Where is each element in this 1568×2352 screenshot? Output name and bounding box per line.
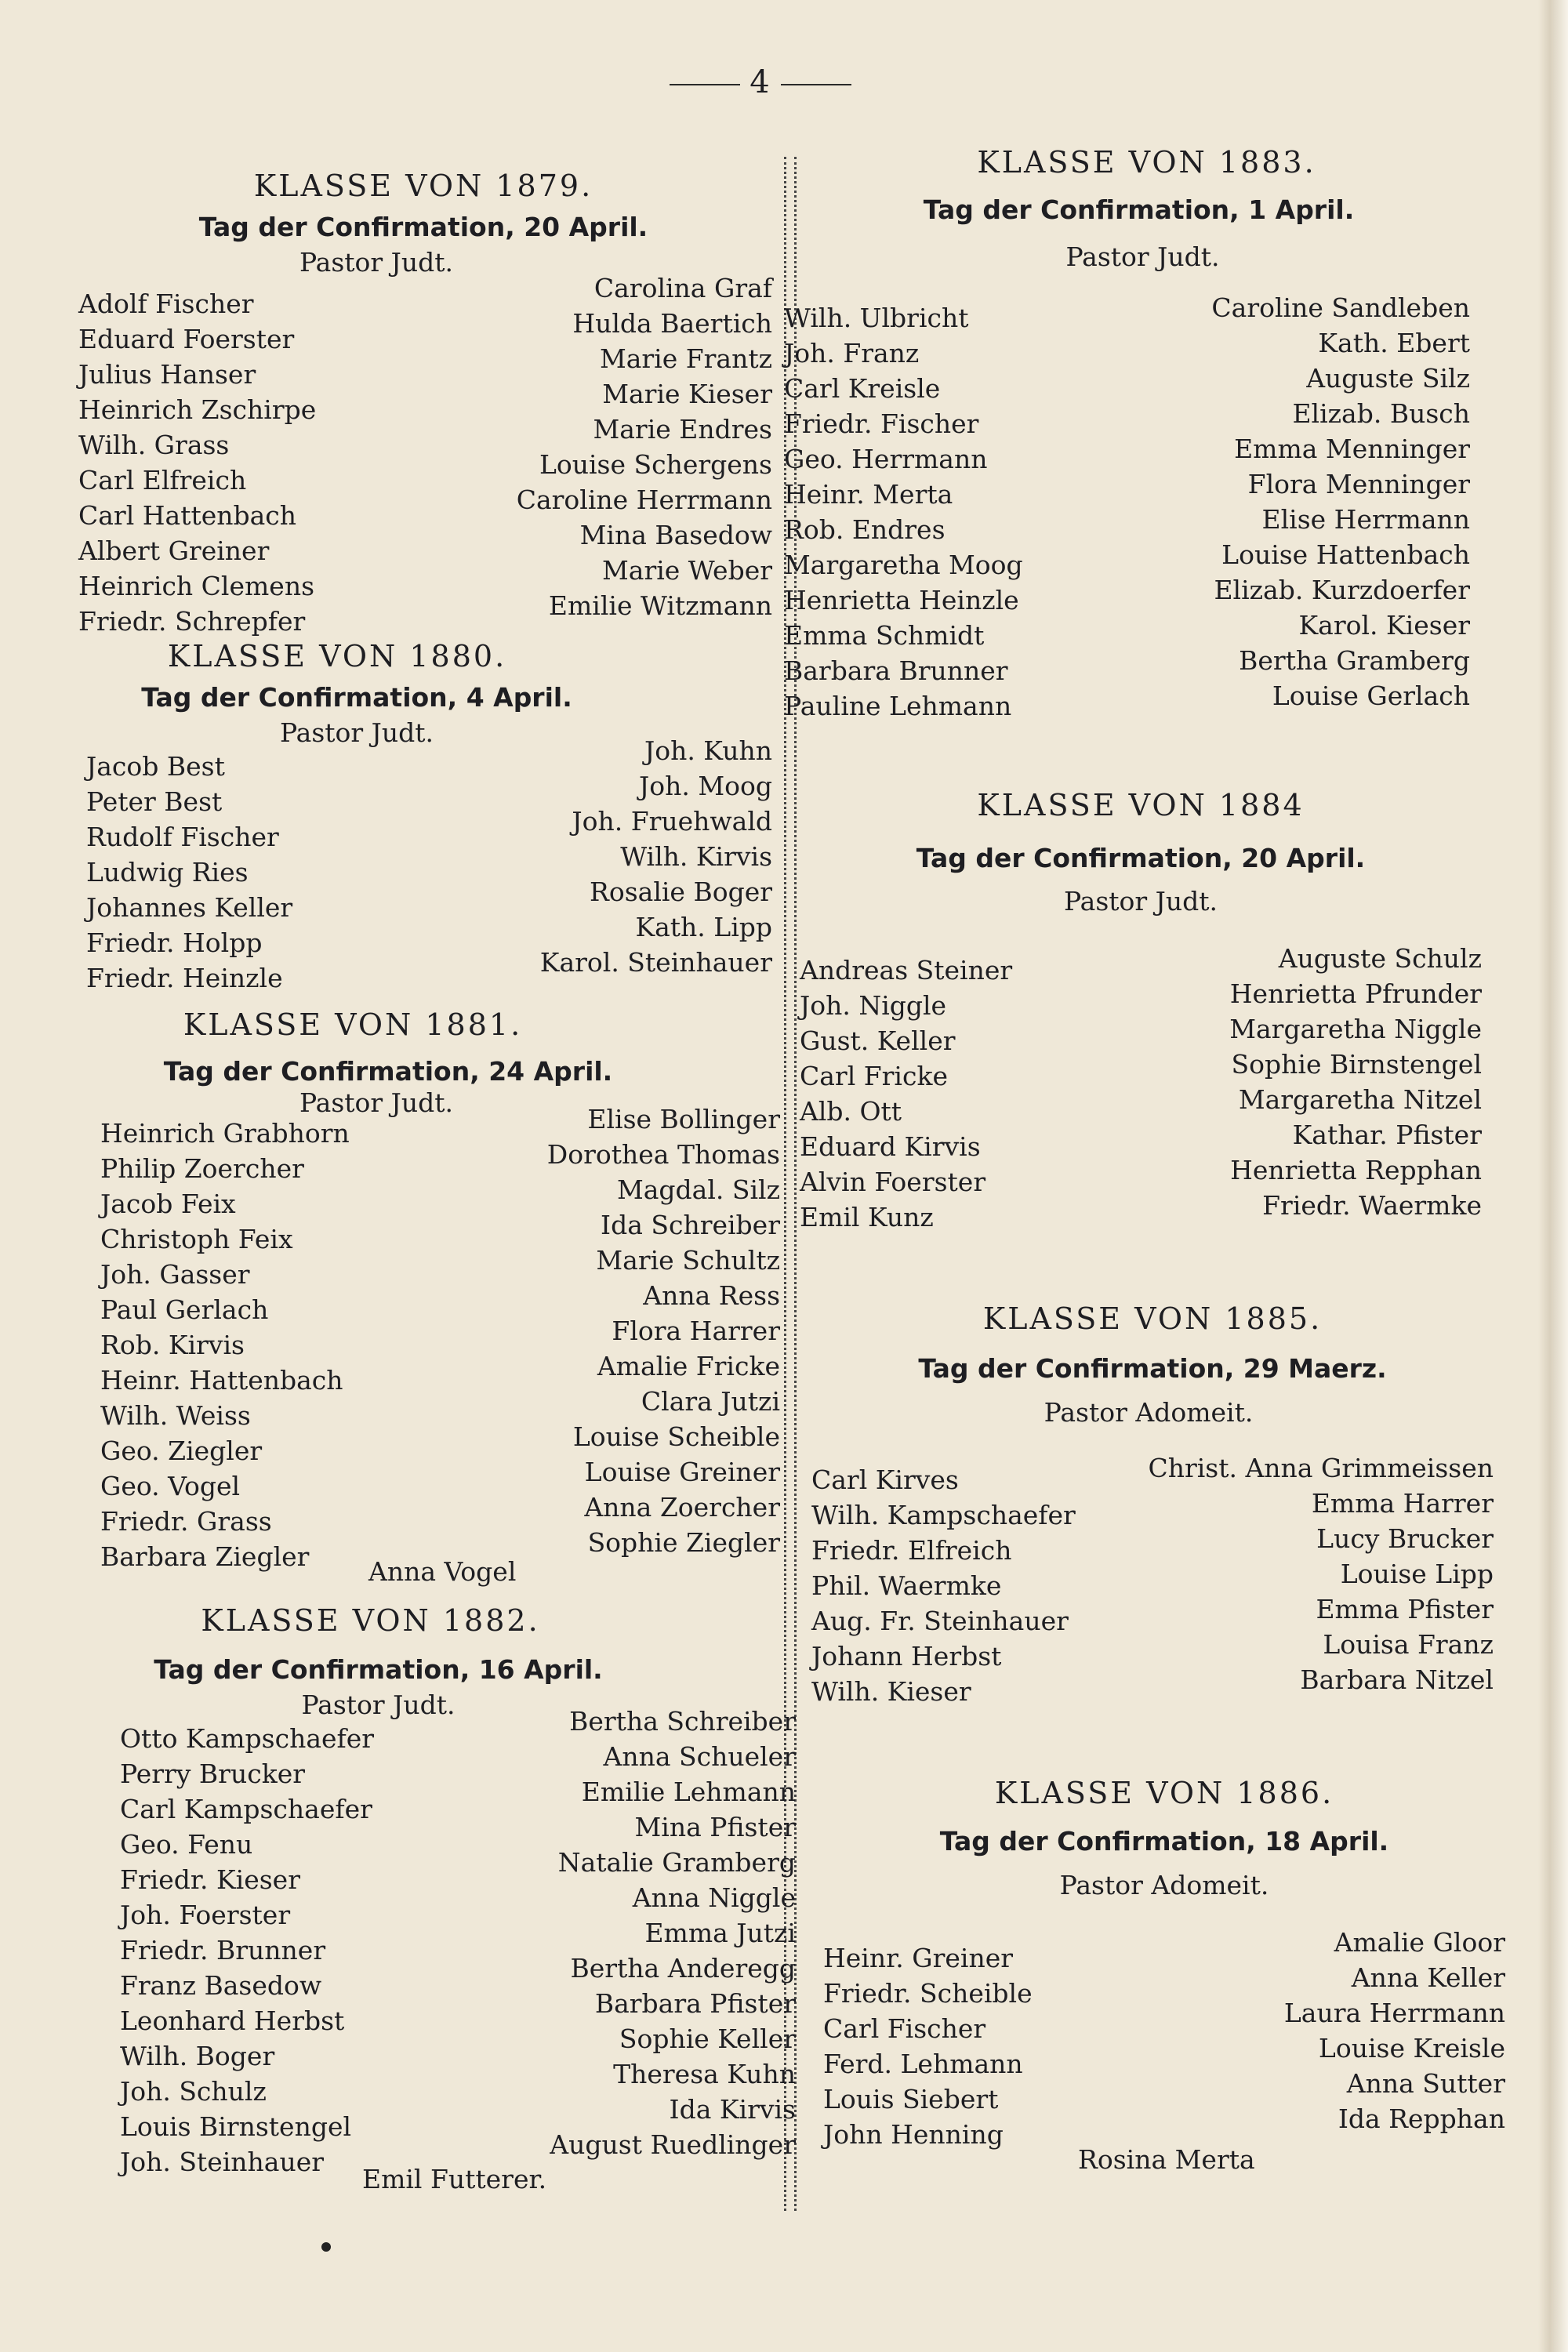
girls-list xyxy=(540,733,772,980)
list-item: Barbara Pfister xyxy=(594,1988,796,2019)
list-item: Karol. Kieser xyxy=(1298,610,1470,641)
list-item: Heinr. Merta xyxy=(784,479,953,510)
list-item: Friedr. Fischer xyxy=(784,408,979,439)
list-item: Anna Niggle xyxy=(632,1882,796,1913)
list-item: Elise Herrmann xyxy=(1261,504,1470,535)
list-item: Ferd. Lehmann xyxy=(823,2049,1023,2079)
list-item: Friedr. Kieser xyxy=(120,1864,300,1895)
list-item: Henrietta Repphan xyxy=(1230,1155,1482,1185)
pastor-name: Pastor Judt. xyxy=(1063,886,1218,916)
pastor-name: Pastor Judt. xyxy=(1065,241,1220,272)
list-item: Carl Hattenbach xyxy=(78,500,297,531)
list-item: Ludwig Ries xyxy=(86,857,249,887)
list-item: Marie Kieser xyxy=(602,379,772,409)
pastor-name: Pastor Adomeit. xyxy=(1059,1870,1269,1900)
list-item: Geo. Fenu xyxy=(120,1829,253,1860)
list-item: Kathar. Pfister xyxy=(1292,1120,1482,1150)
confirmation-date: Tag der Confirmation, 4 April. xyxy=(141,682,572,713)
boys-list xyxy=(823,1940,1033,2152)
list-item: Caroline Sandleben xyxy=(1211,292,1470,323)
pastor-name: Pastor Judt. xyxy=(301,1690,456,1720)
list-item: Rudolf Fischer xyxy=(86,822,279,852)
list-item: Andreas Steiner xyxy=(800,955,1013,985)
class-heading: KLASSE VON 1879. xyxy=(253,169,593,203)
list-item: Joh. Schulz xyxy=(120,2076,267,2107)
pastor-name: Pastor Adomeit. xyxy=(1044,1397,1254,1428)
list-item: John Henning xyxy=(823,2119,1004,2150)
list-item: Barbara Ziegler xyxy=(100,1541,310,1572)
list-item: Ida Kirvis xyxy=(669,2094,796,2125)
list-item: Johann Herbst xyxy=(811,1641,1002,1671)
list-item: Louise Greiner xyxy=(584,1457,780,1487)
list-item: August Ruedlinger xyxy=(550,2129,796,2160)
class-1881-section xyxy=(98,1007,780,1603)
list-item: Eduard Foerster xyxy=(78,324,295,354)
list-item: Flora Menninger xyxy=(1247,469,1470,499)
list-item: Heinrich Grabhorn xyxy=(100,1118,350,1149)
class-1886-section xyxy=(823,1776,1505,2199)
confirmation-date: Tag der Confirmation, 18 April. xyxy=(939,1826,1389,1857)
list-item: Christoph Feix xyxy=(100,1224,293,1254)
confirmation-date: Tag der Confirmation, 29 Maerz. xyxy=(918,1353,1387,1384)
boys-list xyxy=(86,749,292,996)
list-item: Alvin Foerster xyxy=(800,1167,986,1197)
extra-name: Anna Vogel xyxy=(368,1556,517,1587)
list-item: Laura Herrmann xyxy=(1283,1998,1505,2028)
list-item: Emma Schmidt xyxy=(784,620,985,651)
list-item: Emma Menninger xyxy=(1234,434,1470,464)
list-item: Emma Jutzi xyxy=(644,1918,796,1948)
list-item: Heinrich Zschirpe xyxy=(78,394,317,425)
list-item: Lucy Brucker xyxy=(1316,1523,1494,1554)
list-item: Louise Hattenbach xyxy=(1221,539,1470,570)
list-item: Caroline Herrmann xyxy=(516,485,772,515)
list-item: Anna Zoercher xyxy=(584,1492,780,1523)
list-item: Amalie Fricke xyxy=(597,1351,780,1381)
list-item: Sophie Ziegler xyxy=(587,1527,780,1558)
list-item: Flora Harrer xyxy=(612,1316,780,1346)
extra-name: Rosina Merta xyxy=(1078,2144,1255,2175)
girls-list xyxy=(1284,1925,1505,2136)
list-item: Johannes Keller xyxy=(86,892,293,923)
list-item: Carl Elfreich xyxy=(78,465,247,495)
confirmation-date: Tag der Confirmation, 20 April. xyxy=(198,212,648,242)
list-item: Kath. Lipp xyxy=(635,912,772,942)
list-item: Louise Kreisle xyxy=(1318,2033,1505,2063)
list-item: Barbara Nitzel xyxy=(1300,1664,1494,1695)
boys-list xyxy=(78,286,316,639)
girls-list xyxy=(547,1102,780,1560)
list-item: Joh. Gasser xyxy=(100,1259,250,1290)
list-item: Clara Jutzi xyxy=(641,1386,780,1417)
list-item: Bertha Anderegg xyxy=(570,1953,796,1984)
class-heading: KLASSE VON 1884 xyxy=(977,788,1305,822)
girls-list xyxy=(550,1704,796,2162)
list-item: Perry Brucker xyxy=(120,1759,305,1789)
page-spine-shadow xyxy=(1538,0,1568,2352)
list-item: Bertha Gramberg xyxy=(1239,645,1470,676)
list-item: Friedr. Schrepfer xyxy=(78,606,306,637)
list-item: Alb. Ott xyxy=(800,1096,902,1127)
list-item: Jacob Best xyxy=(86,751,225,782)
list-item: Adolf Fischer xyxy=(78,289,254,319)
list-item: Friedr. Heinzle xyxy=(86,963,283,993)
list-item: Paul Gerlach xyxy=(100,1294,269,1325)
class-1883-section xyxy=(784,145,1470,725)
list-item: Wilh. Kirvis xyxy=(620,841,772,872)
ink-dot xyxy=(321,2242,331,2252)
pastor-name: Pastor Judt. xyxy=(299,247,454,278)
list-item: Joh. Moog xyxy=(639,771,772,801)
list-item: Anna Keller xyxy=(1351,1962,1505,1993)
list-item: Henrietta Heinzle xyxy=(784,585,1019,615)
list-item: Henrietta Pfrunder xyxy=(1229,978,1482,1009)
list-item: Joh. Steinhauer xyxy=(120,2147,325,2177)
class-heading: KLASSE VON 1881. xyxy=(183,1007,523,1042)
list-item: Marie Endres xyxy=(593,414,772,445)
pastor-name: Pastor Judt. xyxy=(299,1087,454,1118)
pastor-name: Pastor Judt. xyxy=(279,717,434,748)
list-item: Carl Kampschaefer xyxy=(120,1794,372,1824)
boys-list xyxy=(784,300,1023,724)
list-item: Magdal. Silz xyxy=(616,1174,780,1205)
list-item: Geo. Herrmann xyxy=(784,444,988,474)
list-item: Friedr. Elfreich xyxy=(811,1535,1012,1566)
list-item: Auguste Silz xyxy=(1306,363,1470,394)
list-item: Rob. Endres xyxy=(784,514,946,545)
list-item: Friedr. Brunner xyxy=(120,1935,326,1965)
confirmation-date: Tag der Confirmation, 16 April. xyxy=(154,1654,603,1685)
class-heading: KLASSE VON 1880. xyxy=(167,639,507,673)
list-item: Jacob Feix xyxy=(100,1189,236,1219)
list-item: Gust. Keller xyxy=(800,1025,956,1056)
boys-list xyxy=(120,1721,374,2180)
list-item: Carolina Graf xyxy=(593,273,772,303)
list-item: Peter Best xyxy=(86,786,223,817)
list-item: Louise Gerlach xyxy=(1272,681,1470,711)
boys-list xyxy=(800,953,1012,1235)
class-heading: KLASSE VON 1883. xyxy=(977,145,1316,180)
class-1880-section xyxy=(82,639,772,1000)
list-item: Eduard Kirvis xyxy=(800,1131,981,1162)
extra-name: Emil Futterer. xyxy=(362,2164,547,2194)
list-item: Heinr. Greiner xyxy=(823,1943,1014,1973)
list-item: Wilh. Grass xyxy=(78,430,230,460)
list-item: Barbara Brunner xyxy=(784,655,1008,686)
list-item: Hulda Baertich xyxy=(572,308,772,339)
list-item: Emma Harrer xyxy=(1311,1488,1494,1519)
list-item: Emilie Lehmann xyxy=(581,1777,796,1807)
list-item: Karol. Steinhauer xyxy=(539,947,772,978)
list-item: Louise Scheible xyxy=(572,1421,780,1452)
list-item: Kath. Ebert xyxy=(1318,328,1470,358)
list-item: Marie Weber xyxy=(602,555,772,586)
girls-list xyxy=(1148,1450,1494,1697)
list-item: Albert Greiner xyxy=(78,535,270,566)
girls-list xyxy=(1211,290,1470,713)
list-item: Mina Basedow xyxy=(579,520,772,550)
list-item: Leonhard Herbst xyxy=(120,2005,345,2036)
list-item: Elise Bollinger xyxy=(587,1104,780,1134)
list-item: Sophie Birnstengel xyxy=(1231,1049,1482,1080)
list-item: Christ. Anna Grimmeissen xyxy=(1148,1453,1494,1483)
list-item: Anna Schueler xyxy=(603,1741,796,1772)
list-item: Friedr. Grass xyxy=(100,1506,272,1537)
list-item: Geo. Ziegler xyxy=(100,1436,263,1466)
list-item: Auguste Schulz xyxy=(1278,943,1482,974)
list-item: Rob. Kirvis xyxy=(100,1330,245,1360)
boys-list xyxy=(100,1116,350,1574)
list-item: Phil. Waermke xyxy=(811,1570,1002,1601)
list-item: Marie Frantz xyxy=(599,343,772,374)
list-item: Natalie Gramberg xyxy=(557,1847,796,1878)
list-item: Louise Lipp xyxy=(1340,1559,1494,1589)
class-heading: KLASSE VON 1885. xyxy=(982,1301,1323,1336)
list-item: Elizab. Busch xyxy=(1292,398,1470,429)
class-heading: KLASSE VON 1886. xyxy=(994,1776,1334,1810)
page-number: 4 xyxy=(655,64,866,100)
list-item: Joh. Franz xyxy=(784,338,920,368)
list-item: Friedr. Waermke xyxy=(1262,1190,1482,1221)
confirmation-date: Tag der Confirmation, 1 April. xyxy=(923,194,1355,225)
list-item: Anna Ress xyxy=(643,1280,780,1311)
list-item: Joh. Niggle xyxy=(800,990,947,1021)
boys-list xyxy=(811,1462,1076,1709)
class-1884-section xyxy=(800,788,1482,1258)
list-item: Joh. Foerster xyxy=(120,1900,291,1930)
list-item: Amalie Gloor xyxy=(1334,1927,1505,1958)
list-item: Mina Pfister xyxy=(634,1812,796,1842)
list-item: Pauline Lehmann xyxy=(784,691,1012,721)
list-item: Theresa Kuhn xyxy=(613,2059,796,2089)
list-item: Anna Sutter xyxy=(1346,2068,1505,2099)
list-item: Franz Basedow xyxy=(120,1970,322,2001)
list-item: Marie Schultz xyxy=(596,1245,780,1276)
list-item: Bertha Schreiber xyxy=(569,1706,796,1737)
list-item: Louis Birnstengel xyxy=(120,2111,352,2142)
list-item: Heinrich Clemens xyxy=(78,571,315,601)
list-item: Sophie Keller xyxy=(619,2024,796,2054)
list-item: Wilh. Kampschaefer xyxy=(811,1500,1076,1530)
class-1879-section xyxy=(74,169,772,639)
list-item: Louise Schergens xyxy=(539,449,772,480)
list-item: Carl Kreisle xyxy=(784,373,941,404)
list-item: Heinr. Hattenbach xyxy=(100,1365,343,1396)
class-1885-section xyxy=(811,1301,1494,1725)
list-item: Ida Repphan xyxy=(1338,2103,1505,2134)
class-heading: KLASSE VON 1882. xyxy=(201,1603,540,1638)
list-item: Elizab. Kurzdoerfer xyxy=(1214,575,1470,605)
list-item: Friedr. Holpp xyxy=(86,927,263,958)
list-item: Geo. Vogel xyxy=(100,1471,241,1501)
list-item: Margaretha Niggle xyxy=(1229,1014,1482,1044)
list-item: Dorothea Thomas xyxy=(546,1139,780,1170)
class-1882-section xyxy=(118,1603,796,2215)
girls-list xyxy=(1229,941,1482,1223)
list-item: Wilh. Ulbricht xyxy=(784,303,969,333)
list-item: Joh. Kuhn xyxy=(644,735,772,766)
list-item: Emil Kunz xyxy=(800,1202,934,1232)
list-item: Louisa Franz xyxy=(1323,1629,1494,1660)
list-item: Philip Zoercher xyxy=(100,1153,304,1184)
list-item: Louis Siebert xyxy=(823,2084,999,2114)
list-item: Friedr. Scheible xyxy=(823,1978,1033,2009)
list-item: Rosalie Boger xyxy=(590,877,772,907)
list-item: Emma Pfister xyxy=(1316,1594,1494,1624)
confirmation-date: Tag der Confirmation, 20 April. xyxy=(916,843,1366,873)
list-item: Otto Kampschaefer xyxy=(120,1723,375,1754)
list-item: Wilh. Kieser xyxy=(811,1676,971,1707)
list-item: Julius Hanser xyxy=(78,359,256,390)
list-item: Margaretha Nitzel xyxy=(1238,1084,1482,1115)
list-item: Carl Fischer xyxy=(823,2013,986,2044)
confirmation-date: Tag der Confirmation, 24 April. xyxy=(163,1056,613,1087)
list-item: Carl Kirves xyxy=(811,1465,959,1495)
list-item: Carl Fricke xyxy=(800,1061,948,1091)
list-item: Wilh. Boger xyxy=(120,2041,275,2071)
list-item: Wilh. Weiss xyxy=(100,1400,251,1431)
list-item: Margaretha Moog xyxy=(784,550,1023,580)
girls-list xyxy=(517,270,772,623)
list-item: Aug. Fr. Steinhauer xyxy=(811,1606,1069,1636)
list-item: Ida Schreiber xyxy=(601,1210,780,1240)
list-item: Joh. Fruehwald xyxy=(572,806,772,837)
list-item: Emilie Witzmann xyxy=(548,590,772,621)
